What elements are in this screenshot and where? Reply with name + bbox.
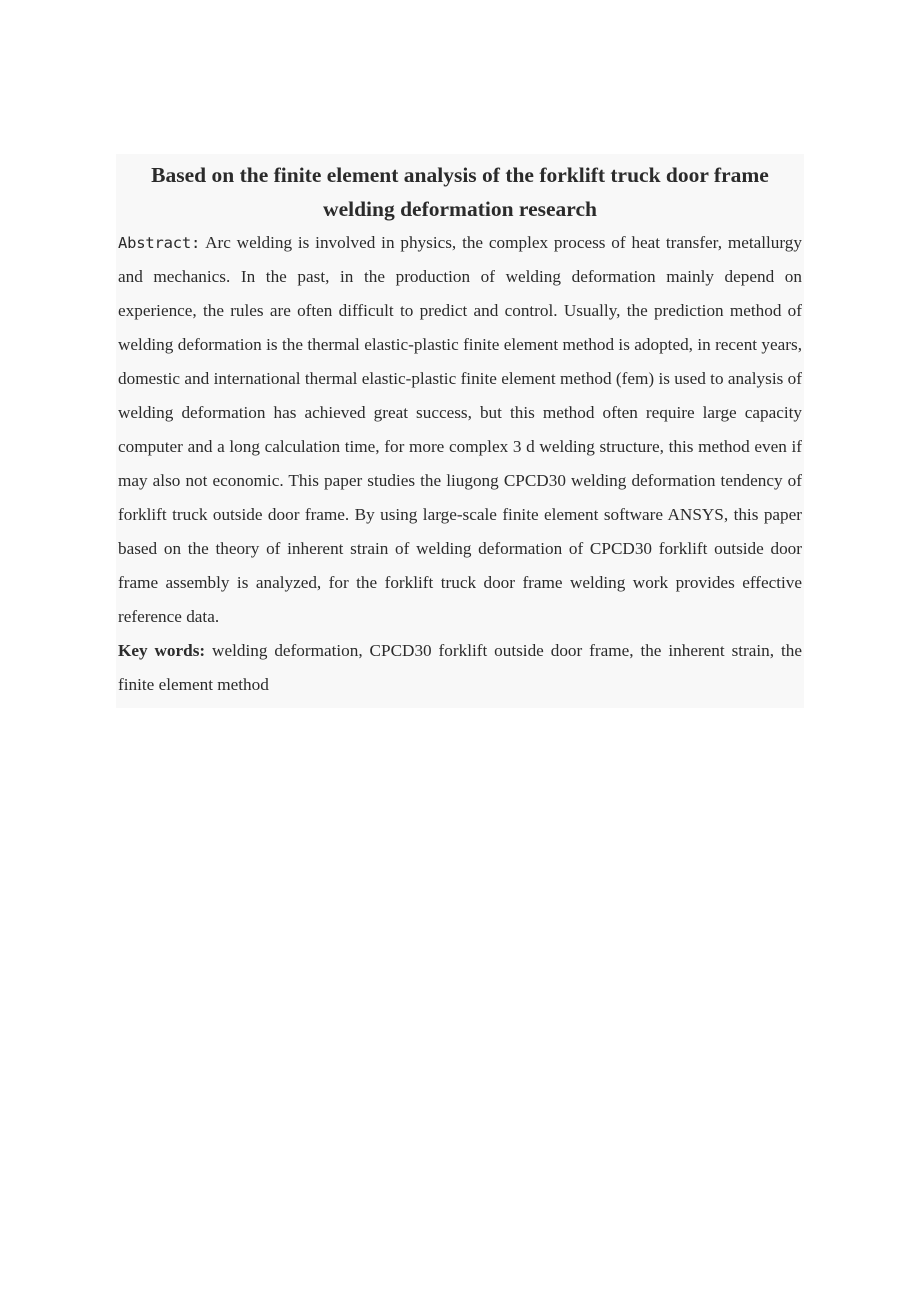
abstract-text: Arc welding is involved in physics, the complex process of heat transfer, metallurgy and mechanics. In the past, in the production of welding deformation mainly depend on experience, the rules are often difficult to predict and control. Usually, the prediction method of welding deformation is the thermal elastic-plastic finite element method is adopted, in recent years, domestic and international thermal elastic-plastic finite element method (fem) is used to analysis of welding deformation has achieved great success, but this method often require large capacity computer and a long calculation time, for more complex 3 d welding structure, this method even if may also not economic. This paper studies the liugong CPCD30 welding deformation tendency of forklift truck outside door frame. By using large-scale finite element software ANSYS, this paper based on the theory of inherent strain of welding deformation of CPCD30 forklift outside door frame assembly is analyzed, for the forklift truck door frame welding work provides effective reference data. <box>118 233 802 626</box>
document-title: Based on the finite element analysis of the forklift truck door frame welding deformation research <box>151 163 769 221</box>
abstract-paragraph <box>116 226 804 634</box>
abstract-label: Abstract: <box>118 234 201 252</box>
keywords-paragraph <box>116 634 804 708</box>
document-content <box>116 154 804 708</box>
keywords-text: welding deformation, CPCD30 forklift outside door frame, the inherent strain, the finite element method <box>118 641 802 694</box>
keywords-label: Key words: <box>118 641 206 660</box>
